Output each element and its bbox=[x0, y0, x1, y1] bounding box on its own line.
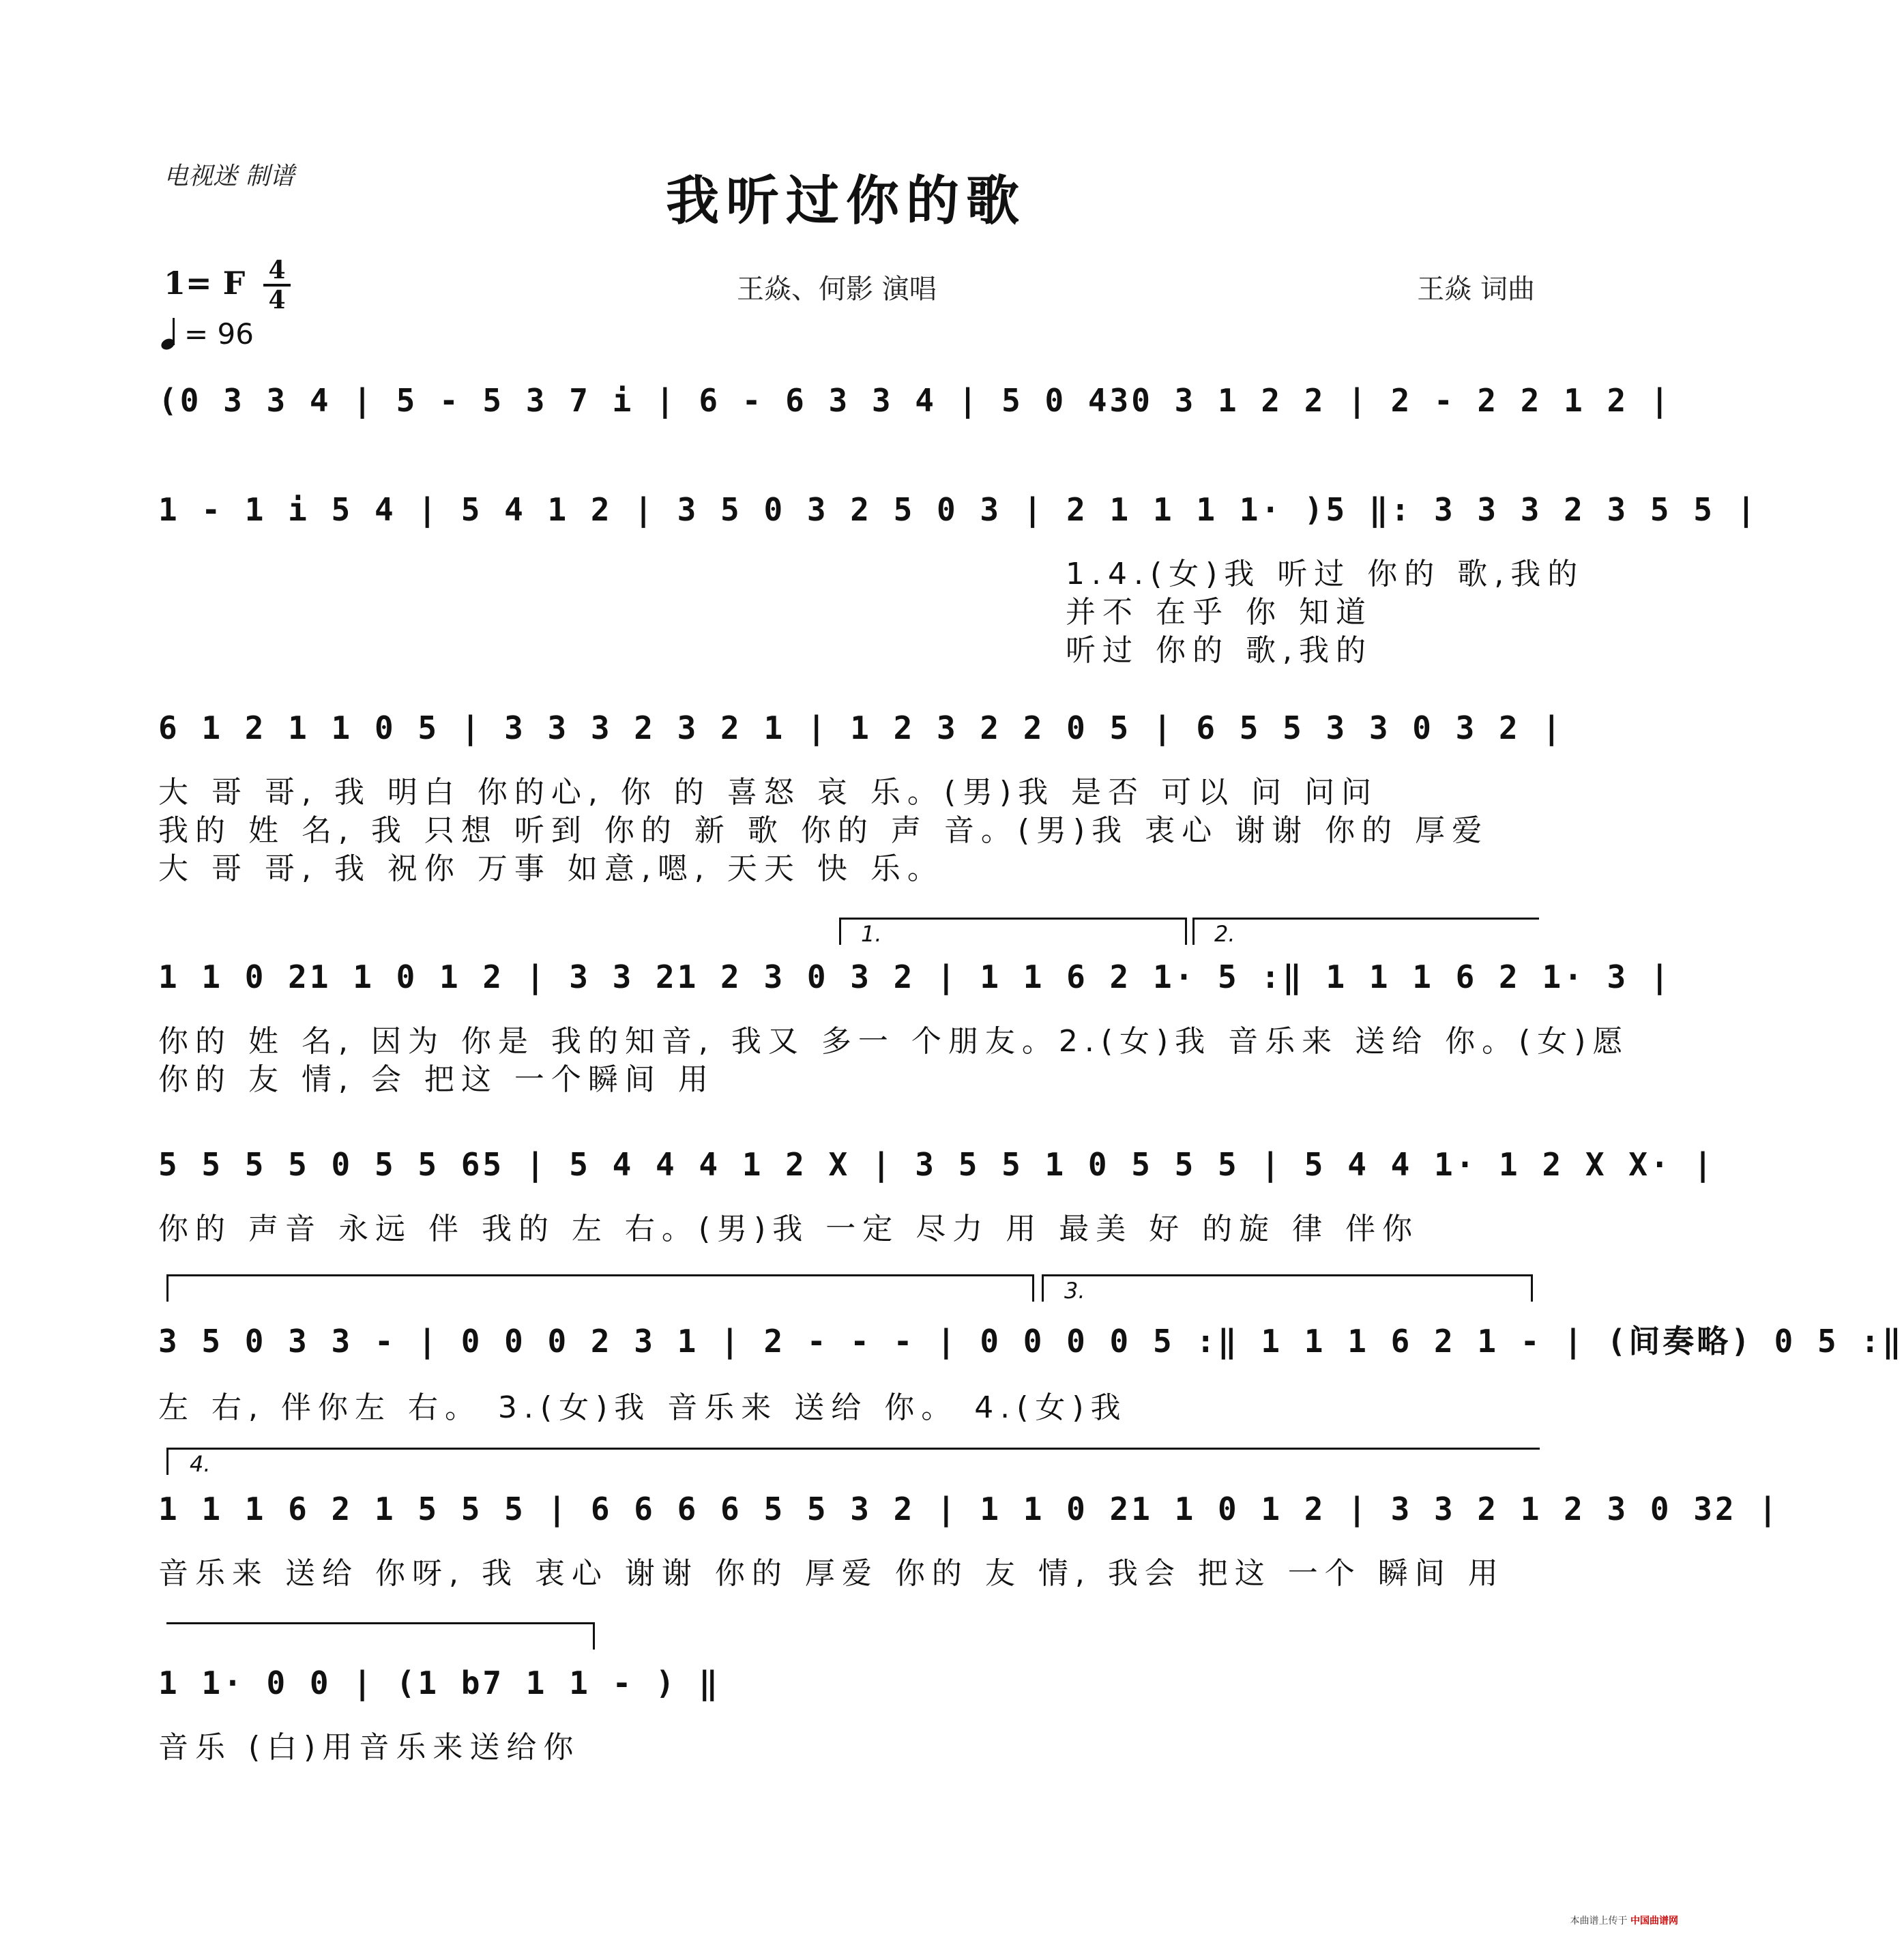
lyric-line-1: 左 右, 伴你左 右。 3.(女)我 音乐来 送给 你。 4.(女)我 bbox=[158, 1390, 1128, 1425]
volta-label-3: 3. bbox=[1064, 1278, 1085, 1304]
volta-bracket-1-end bbox=[1185, 918, 1187, 945]
volta-label-2: 2. bbox=[1214, 921, 1235, 947]
volta-bracket-1-start bbox=[839, 918, 841, 945]
lyric-line-2: 你的 友 情, 会 把这 一个瞬间 用 bbox=[158, 1062, 715, 1097]
staff-system-1 bbox=[158, 382, 1672, 419]
lyric-line-3: 大 哥 哥, 我 祝你 万事 如意,嗯, 天天 快 乐。 bbox=[158, 851, 944, 886]
lyric-line-1: 大 哥 哥, 我 明白 你的心, 你 的 喜怒 哀 乐。(男)我 是否 可以 问 问问 bbox=[158, 775, 1379, 810]
staff-system-2 bbox=[158, 491, 1759, 670]
staff-system-5 bbox=[158, 1146, 1715, 1248]
tempo-value: = 96 bbox=[184, 317, 254, 351]
final-bracket-end bbox=[593, 1622, 595, 1650]
maker-credit: 电视迷 制谱 bbox=[164, 162, 295, 190]
lyric-line-1: 音乐来 送给 你呀, 我 衷心 谢谢 你的 厚爱 你的 友 情, 我会 把这 一个 瞬间 用 bbox=[158, 1556, 1505, 1591]
volta-bracket-2 bbox=[1192, 918, 1539, 920]
staff-system-6 bbox=[158, 1317, 1904, 1427]
footer-credit bbox=[1570, 1914, 1678, 1927]
time-signature bbox=[263, 258, 291, 312]
song-title: 我听过你的歌 bbox=[665, 170, 1026, 232]
repeat-bracket-end bbox=[1032, 1274, 1034, 1302]
singers: 王焱、何影 演唱 bbox=[737, 274, 937, 305]
notation-line: 5 5 5 5 0 5 5 65 | 5 4 4 4 1 2 X | 3 5 5 1 0 5 5 5 | 5 4 4 1· 1 2 X X· | bbox=[158, 1146, 1715, 1183]
notation-line: 6 1 2 1 1 0 5 | 3 3 3 2 3 2 1 | 1 2 3 2 2 0 5 | 6 5 5 3 3 0 3 2 | bbox=[158, 709, 1564, 746]
lyric-line-3: 听过 你的 歌,我的 bbox=[1066, 633, 1373, 668]
lyric-line-1: 1.4.(女)我 听过 你的 歌,我的 bbox=[1066, 557, 1585, 591]
lyric-line-1: 你的 声音 永远 伴 我的 左 右。(男)我 一定 尽力 用 最美 好 的旋 律 伴你 bbox=[158, 1212, 1420, 1246]
volta-bracket-3-end bbox=[1531, 1274, 1533, 1302]
volta-bracket-3-start bbox=[1042, 1274, 1044, 1302]
notation-line: 1 1· 0 0 | (1 b7 1 1 - ) ‖ bbox=[158, 1665, 721, 1701]
volta-label-1: 1. bbox=[861, 921, 882, 947]
volta-label-4: 4. bbox=[190, 1451, 211, 1477]
repeat-bracket bbox=[166, 1274, 1034, 1276]
staff-system-3 bbox=[158, 709, 1564, 888]
lyric-line-1: 你的 姓 名, 因为 你是 我的知音, 我又 多一 个朋友。2.(女)我 音乐来 送给 你。(女)愿 bbox=[158, 1024, 1630, 1059]
notation-line: 3 5 0 3 3 - | 0 0 0 2 3 1 | 2 - - - | 0 0 0 0 5 :‖ 1 1 1 6 2 1 - | (间奏略) 0 5 :‖ bbox=[158, 1323, 1904, 1360]
notation-line: 1 1 1 6 2 1 5 5 5 | 6 6 6 6 5 5 3 2 | 1 1 0 21 1 0 1 2 | 3 3 2 1 2 3 0 32 | bbox=[158, 1491, 1781, 1527]
footer-site-name[interactable]: 中国曲谱网 bbox=[1630, 1916, 1678, 1926]
tempo-marking bbox=[161, 317, 254, 351]
notation-line: 1 1 0 21 1 0 1 2 | 3 3 21 2 3 0 3 2 | 1 1 6 2 1· 5 :‖ 1 1 1 6 2 1· 3 | bbox=[158, 958, 1672, 995]
final-bracket bbox=[166, 1622, 595, 1624]
notation-line: (0 3 3 4 | 5 - 5 3 7 i | 6 - 6 3 3 4 | 5 0 430 3 1 2 2 | 2 - 2 2 1 2 | bbox=[158, 382, 1672, 419]
volta-bracket-3 bbox=[1042, 1274, 1533, 1276]
staff-system-4 bbox=[158, 958, 1672, 1099]
lyric-line-2: 并不 在乎 你 知道 bbox=[1066, 595, 1373, 630]
volta-bracket-1 bbox=[839, 918, 1187, 920]
volta-bracket-4 bbox=[166, 1448, 1540, 1450]
author: 王焱 词曲 bbox=[1417, 274, 1535, 305]
lyric-line-2: 我的 姓 名, 我 只想 听到 你的 新 歌 你的 声 音。(男)我 衷心 谢谢 你的 厚爱 bbox=[158, 813, 1489, 848]
quarter-note-icon bbox=[161, 318, 179, 349]
footer-upload-text: 本曲谱上传于 bbox=[1570, 1916, 1628, 1926]
time-signature-bottom: 4 bbox=[268, 286, 286, 314]
volta-bracket-4-start bbox=[166, 1448, 169, 1475]
key-signature: 1= F bbox=[164, 265, 246, 302]
repeat-bracket-start bbox=[166, 1274, 169, 1302]
time-signature-top: 4 bbox=[268, 256, 286, 284]
staff-system-7 bbox=[158, 1491, 1781, 1593]
volta-bracket-2-start bbox=[1192, 918, 1195, 945]
lyric-line-1: 音乐 (白)用音乐来送给你 bbox=[158, 1730, 581, 1765]
notation-line: 1 - 1 i 5 4 | 5 4 1 2 | 3 5 0 3 2 5 0 3 | 2 1 1 1 1· )5 ‖: 3 3 3 2 3 5 5 | bbox=[158, 491, 1759, 528]
staff-system-8 bbox=[158, 1665, 1540, 1767]
